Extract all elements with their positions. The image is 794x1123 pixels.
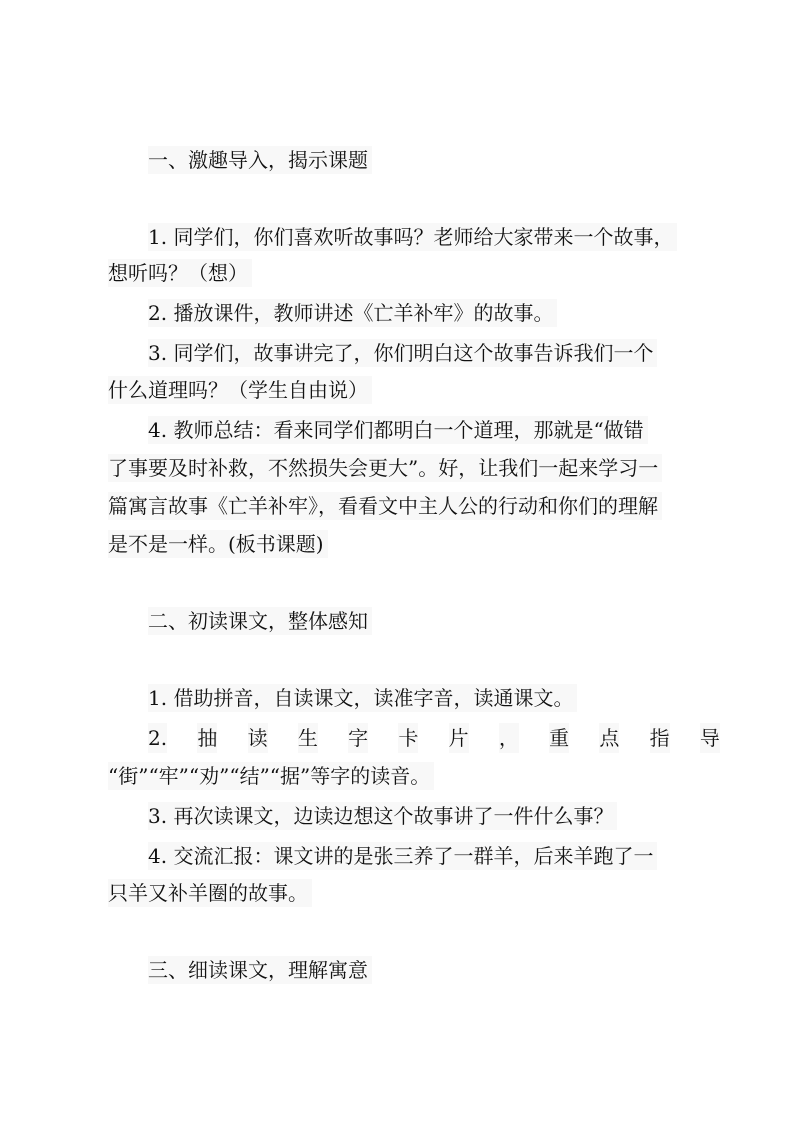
paragraph-line: 1. 借助拼音，自读课文，读准字音，读通课文。 xyxy=(148,683,720,713)
section-heading-3: 三、细读课文，理解寓意 xyxy=(148,955,720,985)
paragraph-line: 1. 同学们，你们喜欢听故事吗？老师给大家带来一个故事， xyxy=(148,222,720,252)
paragraph-line: 3. 同学们，故事讲完了，你们明白这个故事告诉我们一个 xyxy=(148,338,720,368)
paragraph-line: 想听吗？（想） xyxy=(108,258,720,288)
paragraph-line: 是不是一样。(板书课题) xyxy=(108,529,720,559)
paragraph-line: “街”“牢”“劝”“结”“据”等字的读音。 xyxy=(108,761,720,791)
paragraph-line: 4. 交流汇报：课文讲的是张三养了一群羊，后来羊跑了一 xyxy=(148,841,720,871)
spread-line: 2. 抽 读 生 字 卡 片 ， 重 点 指 导 xyxy=(148,723,720,753)
paragraph-line: 篇寓言故事《亡羊补牢》，看看文中主人公的行动和你们的理解 xyxy=(108,491,720,521)
paragraph-line: 什么道理吗？（学生自由说） xyxy=(108,375,720,405)
section-heading-2: 二、初读课文，整体感知 xyxy=(148,606,720,636)
paragraph-line: 3. 再次读课文，边读边想这个故事讲了一件什么事？ xyxy=(148,801,720,831)
paragraph-line: 4. 教师总结：看来同学们都明白一个道理，那就是“做错 xyxy=(148,415,720,445)
section-heading-1: 一、激趣导入，揭示课题 xyxy=(148,145,720,175)
paragraph-line: 了事要及时补救，不然损失会更大”。好，让我们一起来学习一 xyxy=(108,453,720,483)
paragraph-line: 2. 播放课件，教师讲述《亡羊补牢》的故事。 xyxy=(148,298,720,328)
paragraph-line: 只羊又补羊圈的故事。 xyxy=(108,878,720,908)
